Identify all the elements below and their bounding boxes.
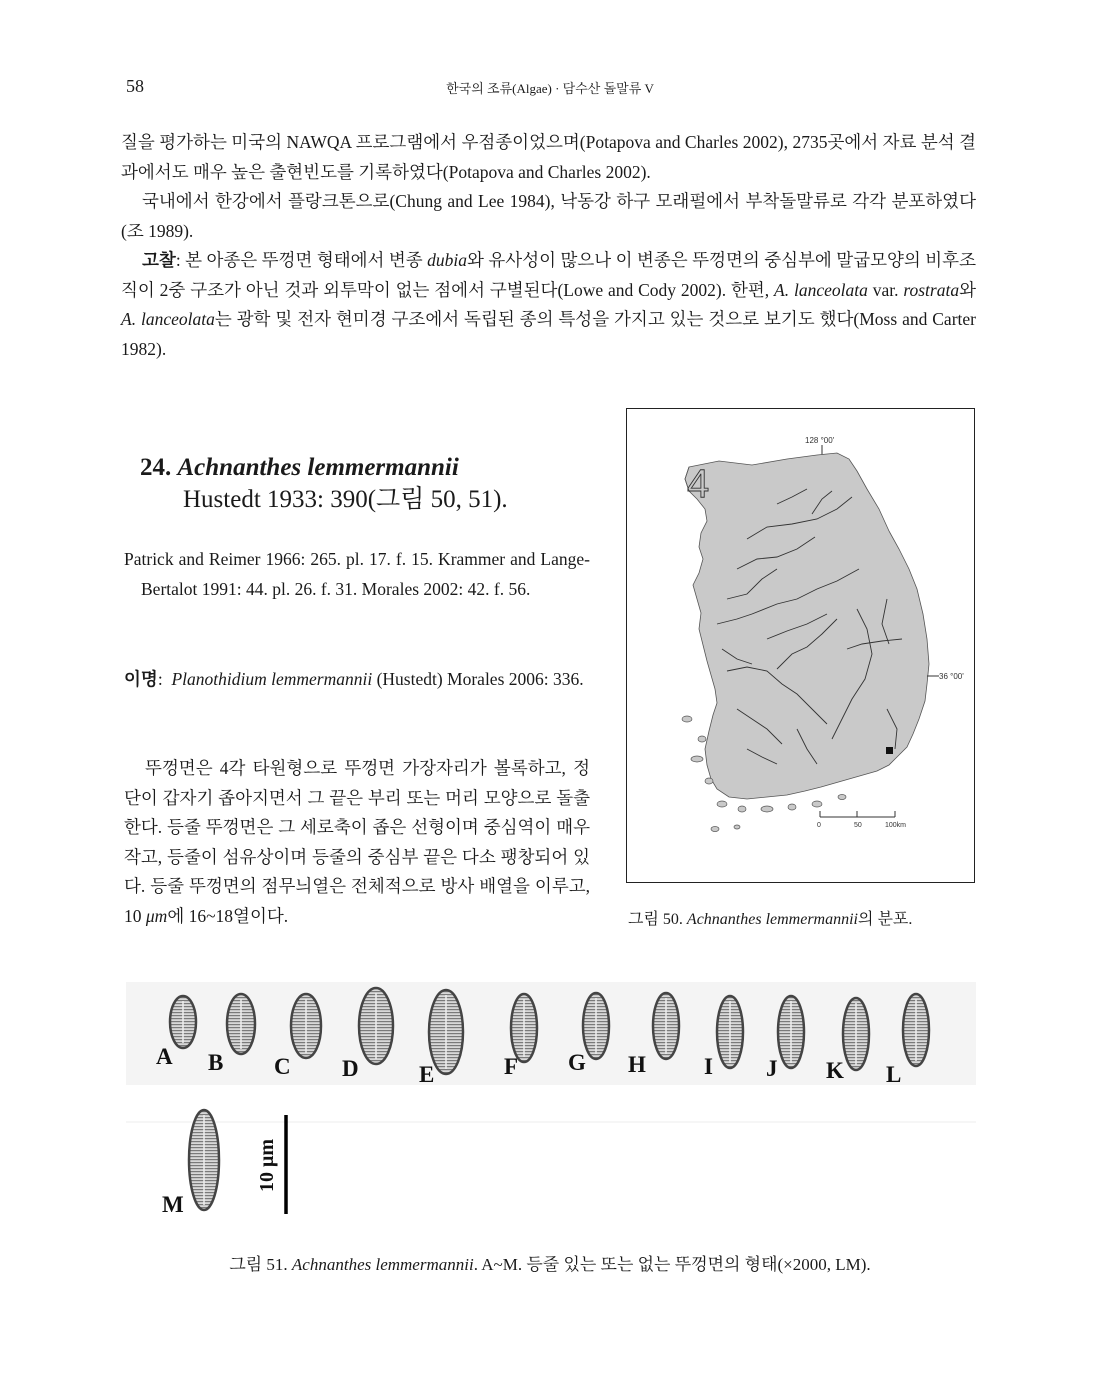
panel-letter-c: C <box>274 1054 291 1079</box>
references <box>124 544 590 604</box>
species-number: 24. <box>140 454 172 481</box>
location-marker <box>886 747 893 754</box>
panel-letter-k: K <box>826 1058 844 1083</box>
intro-text <box>121 128 976 364</box>
svg-text:50: 50 <box>854 822 862 829</box>
longitude-label: 128 °00' <box>805 436 835 445</box>
svg-text:100km: 100km <box>885 822 907 829</box>
panel-letter-h: H <box>628 1052 646 1077</box>
region-number: 4 <box>687 462 710 506</box>
intro-paragraph-2: 국내에서 한강에서 플랑크톤으로(Chung and Lee 1984), 낙동강 하구 모래펄에서 부착돌말류로 각각 분포하였다(조 1989). <box>121 191 976 241</box>
map-scale-bar <box>817 811 906 829</box>
panel-letter-b: B <box>208 1050 224 1075</box>
panel-letter-f: F <box>504 1054 519 1079</box>
panel-letter-e: E <box>419 1062 435 1087</box>
remarks-label: 고찰 <box>142 250 176 270</box>
korea-map-drawing <box>627 409 973 881</box>
synonym-rest: (Hustedt) Morales 2006: 336. <box>372 669 584 689</box>
panel-letter-d: D <box>342 1056 359 1081</box>
intro-paragraph-1: 질을 평가하는 미국의 NAWQA 프로그램에서 우점종이었으며(Potapova and Charles 2002), 2735곳에서 자료 분석 결과에서도 매우 높은 출현빈도를 기록하였다(Potapova and Charles 2002). <box>121 132 976 182</box>
species-name: Achnanthes lemmermannii <box>177 454 459 481</box>
description: 뚜껑면은 4각 타원형으로 뚜껑면 가장자리가 볼록하고, 정단이 갑자기 좁아지면서 그 끝은 부리 또는 머리 모양으로 돌출한다. 등줄 뚜껑면은 그 세로축이 좁은 선형이며 중심역이 매우 작고, 등줄이 섬유상이며 등줄의 중심부 끝은 다소 팽창되어 있다. 등줄 뚜껑면의 점무늬열은 전체적으로 방사 배열을 이루고, 10 μm에 16~18열이다. <box>124 758 590 926</box>
page-number: 58 <box>126 76 144 96</box>
figure-50-caption: 그림 50. Achnanthes lemmermannii의 분포. <box>628 911 913 928</box>
reference-list: Patrick and Reimer 1966: 265. pl. 17. f. 15. Krammer and Lange-Bertalot 1991: 44. pl. 26. f. 31. Morales 2002: 42. f. 56. <box>124 549 590 599</box>
svg-text:0: 0 <box>817 822 821 829</box>
distribution-map <box>626 408 975 883</box>
synonym: 이명: Planothidium lemmermannii (Hustedt) Morales 2006: 336. <box>124 669 584 689</box>
figure-51-caption: 그림 51. Achnanthes lemmermannii. A~M. 등줄 있는 또는 없는 뚜껑면의 형태(×2000, LM). <box>229 1255 871 1274</box>
diatom-panel <box>126 982 976 1222</box>
intro-paragraph-3: 고찰: 본 아종은 뚜껑면 형태에서 변종 dubia와 유사성이 많으나 이 변종은 뚜껑면의 중심부에 말굽모양의 비후조직이 2중 구조가 아닌 것과 외투막이 없는 점에서 구별된다(Lowe and Cody 2002). 한편, A. lanceolata var. rostrata와 A. lanceolata는 광학 및 전자 현미경 구조에서 독립된 종의 특성을 가지고 있는 것으로 보기도 했다(Moss and Carter 1982). <box>121 250 976 359</box>
synonym-name: Planothidium lemmermannii <box>171 669 373 689</box>
panel-letter-j: J <box>766 1056 778 1081</box>
species-heading <box>140 452 508 516</box>
figure-51-micrographs <box>126 982 976 1222</box>
panel-letter-m: M <box>162 1192 184 1217</box>
latitude-label: 36 °00' <box>939 672 964 681</box>
synonym-label: 이명 <box>124 669 158 689</box>
running-title: 한국의 조류(Algae) · 담수산 돌말류 V <box>446 81 654 96</box>
scale-bar-label: 10 μm <box>256 1139 278 1192</box>
panel-letter-a: A <box>156 1044 173 1069</box>
panel-letter-g: G <box>568 1050 586 1075</box>
panel-letter-l: L <box>886 1062 902 1087</box>
panel-letter-i: I <box>704 1054 713 1079</box>
species-authority: Hustedt 1933: 390(그림 50, 51). <box>183 486 508 513</box>
